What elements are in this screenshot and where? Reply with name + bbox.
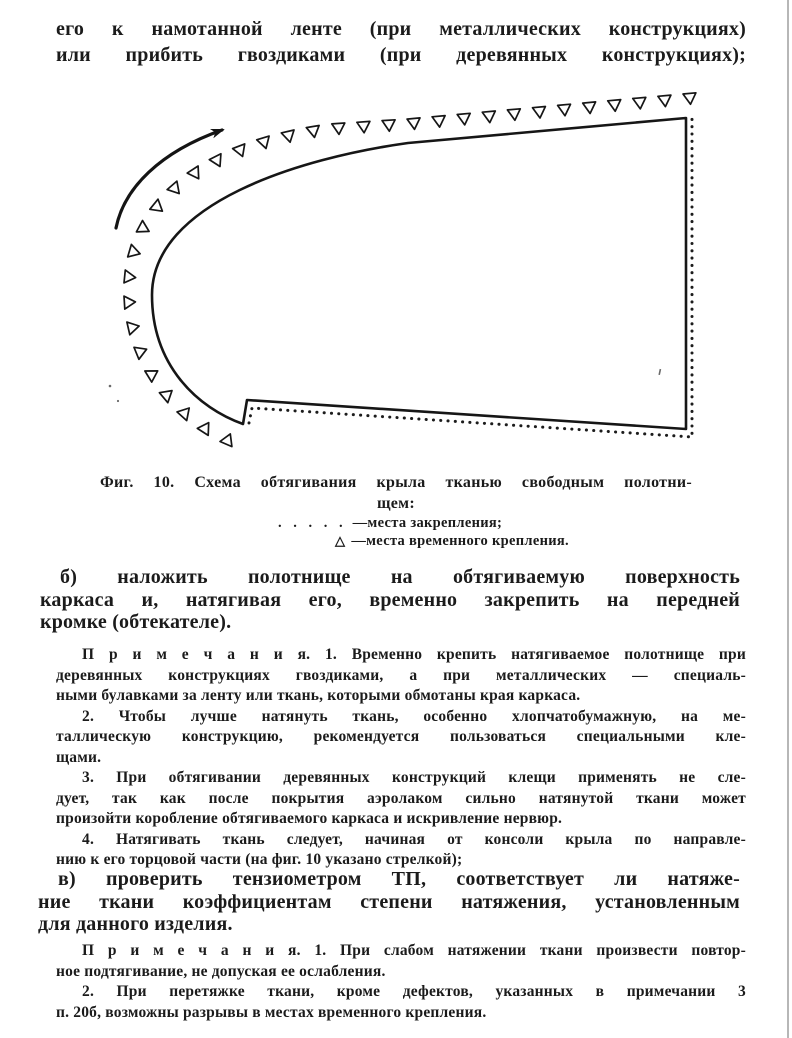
text-line: нию к его торцовой части (на фиг. 10 указано стрелкой); <box>56 851 463 868</box>
page-scan-edge-line <box>787 0 789 1038</box>
scan-specks <box>109 369 662 402</box>
text-line: ное подтягивание, не допуская ее ослабления. <box>56 962 386 980</box>
text-line: щами. <box>56 748 102 766</box>
text-line: ными булавками за ленту или ткань, которыми обмотаны края каркаса. <box>56 687 581 704</box>
dotted-line-symbol: . . . . . <box>278 515 347 531</box>
list-item-v <box>38 868 740 936</box>
text-line: или прибить гвоздиками (при деревянных конструкциях); <box>56 44 746 66</box>
list-item-b <box>40 566 740 634</box>
tension-direction-arrow <box>116 130 222 228</box>
temporary-fastening-markers <box>124 93 696 447</box>
text-line: для данного изделия. <box>38 913 233 935</box>
text-line: ние ткани коэффициентам степени натяжения, установленным <box>38 890 740 913</box>
triangle-symbol: △ <box>335 533 346 548</box>
intro-paragraph <box>56 16 746 68</box>
figure-caption <box>0 472 792 550</box>
text-line: б) наложить полотнище на обтягиваемую поверхность <box>60 566 740 588</box>
text-line: П р и м е ч а н и я. 1. Временно крепить натягиваемое полотнище при <box>82 646 746 663</box>
text-line: произойти коробление обтягиваемого каркаса и искривление нервюр. <box>56 810 563 827</box>
legend-item-temporary-fastening <box>335 532 792 550</box>
text-line: 4. Натягивать ткань следует, начиная от консоли крыла по направле- <box>82 830 746 848</box>
text-line: кромке (обтекателе). <box>40 611 232 633</box>
text-line: в) проверить тензиометром ТП, соответствует ли натяже- <box>58 868 740 890</box>
text-line: п. 20б, возможны разрывы в местах временного крепления. <box>56 1003 487 1021</box>
figure-caption-line: Фиг. 10. Схема обтягивания крыла тканью свободным полотни- <box>100 474 692 491</box>
marker-guide-path <box>130 99 694 440</box>
legend-item-fastening <box>278 514 792 532</box>
notes-block-2 <box>56 941 746 1023</box>
wing-outline <box>152 118 686 429</box>
text-line: П р и м е ч а н и я. 1. При слабом натяжении ткани произвести повтор- <box>82 942 746 959</box>
text-line: 2. Чтобы лучше натянуть ткань, особенно хлопчатобумажную, на ме- <box>82 707 746 725</box>
fastening-dotted-line <box>249 119 692 437</box>
notes-block-1 <box>56 645 746 871</box>
text-line: дует, так как после покрытия аэролаком сильно натянутой ткани может <box>56 789 746 807</box>
text-line: таллическую конструкцию, рекомендуется пользоваться специальными кле- <box>56 728 746 745</box>
legend-label: —места закрепления; <box>352 515 503 531</box>
text-line: 3. При обтягивании деревянных конструкций клещи применять не сле- <box>82 769 746 786</box>
text-line: его к намотанной ленте (при металлических конструкциях) <box>56 18 746 40</box>
figure-caption-line: щем: <box>376 495 416 512</box>
text-line: 2. При перетяжке ткани, кроме дефектов, указанных в примечании 3 <box>82 983 746 1000</box>
text-line: деревянных конструкциях гвоздиками, а при металлических — специаль- <box>56 666 746 684</box>
text-line: каркаса и, натягивая его, временно закрепить на передней <box>40 588 740 611</box>
wing-covering-diagram <box>0 88 792 450</box>
legend-label: —места временного крепления. <box>351 533 569 549</box>
